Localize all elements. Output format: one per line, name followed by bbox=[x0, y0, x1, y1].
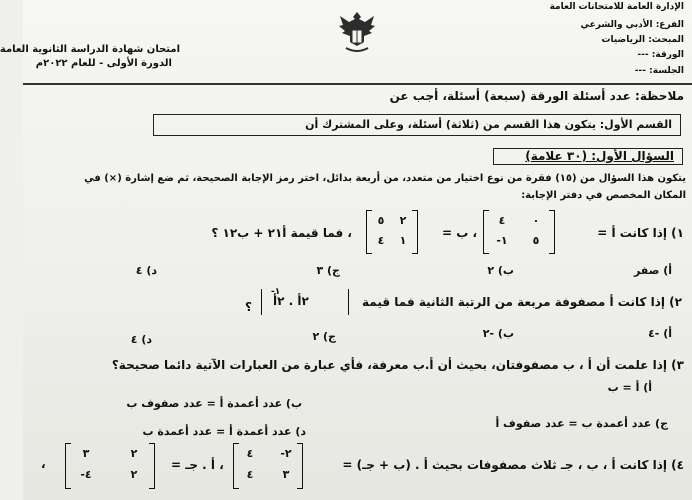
session-title: الدورة الأولى - للعام ٢٠٢٢م bbox=[35, 58, 172, 69]
item1-matrix-a: ٠ ٤ ٥ ١- bbox=[483, 211, 555, 253]
section-line: القسم الأول: يتكون هذا القسم من (ثلاثة) أسئلة، وعلى المشترك أن bbox=[305, 118, 672, 131]
note-line: ملاحظة: عدد أسئلة الورقة (سبعة) أسئلة، أجب عن bbox=[389, 89, 684, 103]
item3-option-c: ج) عدد أعمدة ب = عدد صفوف أ bbox=[495, 417, 668, 430]
item4-comma: ، bbox=[41, 457, 46, 471]
eagle-emblem-icon bbox=[334, 8, 380, 56]
item1-option-a: أ) صفر bbox=[633, 264, 672, 277]
branch-label: الفرع: الأدبي والشرعي bbox=[580, 20, 684, 30]
item1-option-c: ج) ٣ bbox=[316, 264, 340, 277]
item1-stem: ١) إذا كانت أ = bbox=[597, 226, 684, 240]
item4-matrix-2: ٢ ٣ ٢ ٤- bbox=[65, 444, 155, 488]
item2-expr: ٢أ . ٢أ bbox=[273, 294, 309, 308]
subject-label: المبحث: الرياضيات bbox=[601, 35, 684, 45]
item1-tail: ، فما قيمة أ٢١ + ب١٢ ؟ bbox=[211, 226, 352, 240]
item3-stem: ٣) إذا علمت أن أ ، ب مصفوفتان، بحيث أن أ.ب معرفة، فأي عبارة من العبارات الآتية دائما صحيحة؟ bbox=[111, 358, 684, 372]
item2-question-mark: ؟ bbox=[245, 300, 252, 314]
question-title: السؤال الأول: (٣٠ علامة) bbox=[525, 149, 674, 163]
item2-expr-sup: ١- bbox=[271, 287, 281, 297]
item4-mid: ، أ . جـ = bbox=[171, 458, 224, 472]
intro-line-2: المكان المخصص في دفتر الإجابة: bbox=[521, 190, 686, 201]
item1-option-d: د) ٤ bbox=[135, 264, 157, 277]
item2-option-d: د) ٤ bbox=[130, 333, 152, 346]
header-divider bbox=[23, 83, 692, 85]
paper-label: الورقة: --- bbox=[637, 50, 684, 60]
item1-option-b: ب) ٢ bbox=[487, 264, 514, 277]
item3-option-b: ب) عدد أعمدة أ = عدد صفوف ب bbox=[126, 397, 302, 410]
sitting-label: الجلسة: --- bbox=[634, 66, 684, 76]
item3-option-a: أ) أ = ب bbox=[607, 381, 652, 394]
item2-option-b: ب) -٢ bbox=[482, 327, 514, 340]
admin-title: الإدارة العامة للامتحانات العامة bbox=[549, 2, 684, 12]
item3-option-d: د) عدد أعمدة أ = عدد أعمدة ب bbox=[142, 425, 306, 438]
item1-matrix-b: ٢ ٥ ١ ٤ bbox=[366, 211, 418, 253]
item4-stem: ٤) إذا كانت أ ، ب ، جـ ثلاث مصفوفات بحيث أ . (ب + جـ) = bbox=[342, 458, 684, 472]
item2-stem: ٢) إذا كانت أ مصفوفة مربعة من الرتبة الثانية فما قيمة bbox=[362, 295, 682, 309]
item2-option-a: أ) -٤ bbox=[648, 327, 672, 340]
intro-line-1: يتكون هذا السؤال من (١٥) فقرة من نوع اختيار من متعدد، من أربعة بدائل، اختر رمز الإجابة الصحيحة، ثم ضع إشارة (×) في bbox=[84, 173, 686, 184]
item4-matrix-1: ٢- ٤ ٣ ٤ bbox=[233, 444, 303, 488]
exam-title: امتحان شهادة الدراسة الثانوية العامة bbox=[0, 44, 180, 55]
item1-mid: ، ب = bbox=[441, 226, 477, 240]
item2-option-c: ج) ٢ bbox=[312, 330, 336, 343]
